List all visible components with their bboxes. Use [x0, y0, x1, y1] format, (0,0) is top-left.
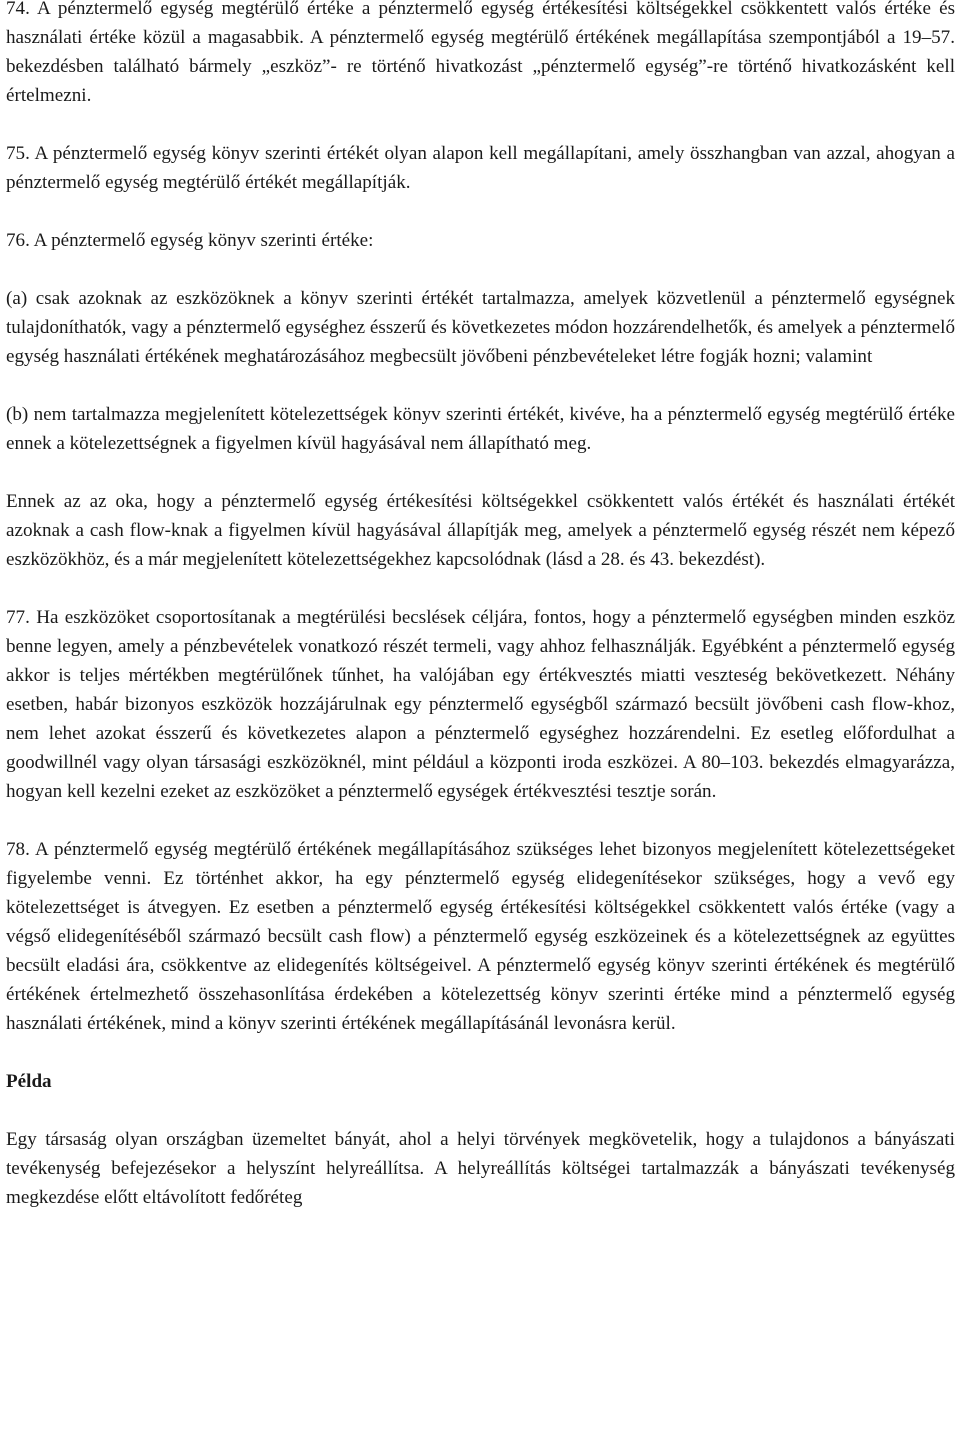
- paragraph-76-explanation: Ennek az az oka, hogy a pénztermelő egység értékesítési költségekkel csökkentett valós értékét és használati értékét azoknak a cash flow-knak a figyelmen kívül hagyásával állapítják meg, amelyek a pénztermelő egység részét nem képező eszközökhöz, és a már megjelenített kötelezettségekhez kapcsolódnak (lásd a 28. és 43. bekezdést).: [6, 491, 955, 570]
- paragraph-76-a: (a) csak azoknak az eszközöknek a könyv szerinti értékét tartalmazza, amelyek közvetlenül a pénztermelő egységnek tulajdoníthatók, vagy a pénztermelő egységhez ésszerű és következetes módon hozzárendelhetők, és amelyek a pénztermelő egység használati értékének meghatározásához megbecsült jövőbeni pénzbevételeket létre fogják hozni; valamint: [6, 288, 955, 367]
- paragraph-76-b: (b) nem tartalmazza megjelenített kötelezettségek könyv szerinti értékét, kivéve, ha a pénztermelő egység megtérülő értéke ennek a kötelezettségnek a figyelmen kívül hagyásával nem állapítható meg.: [6, 404, 955, 454]
- example-heading: Példa: [6, 1071, 52, 1092]
- paragraph-74: 74. A pénztermelő egység megtérülő értéke a pénztermelő egység értékesítési költségekkel csökkentett valós értéke és használati értéke közül a magasabbik. A pénztermelő egység megtérülő értékének megállapítása szempontjából a 19–57. bekezdésben található bármely „eszköz”- re történő hivatkozást „pénztermelő egység”-re történő hivatkozásként kell értelmezni.: [6, 0, 955, 106]
- paragraph-78: 78. A pénztermelő egység megtérülő értékének megállapításához szükséges lehet bizonyos megjelenített kötelezettségeket figyelembe venni. Ez történhet akkor, ha egy pénztermelő egység elidegenítésekor szükséges, hogy a vevő egy kötelezettséget is átvegyen. Ez esetben a pénztermelő egység értékesítési költségekkel csökkentett valós értéke (vagy a végső elidegenítéséből származó becsült cash flow) a pénztermelő egység eszközeinek és a kötelezettségnek az együttes becsült eladási ára, csökkentve az elidegenítés költségeivel. A pénztermelő egység könyv szerinti értékének és megtérülő értékének értelmezhető összehasonlítása érdekében a kötelezettség könyv szerinti értéke mind a pénztermelő egység használati értékének, mind a könyv szerinti értékének megállapításánál levonásra kerül.: [6, 839, 955, 1034]
- paragraph-76: 76. A pénztermelő egység könyv szerinti értéke:: [6, 230, 374, 251]
- paragraph-77: 77. Ha eszközöket csoportosítanak a megtérülési becslések céljára, fontos, hogy a pénztermelő egységben minden eszköz benne legyen, amely a pénzbevételek vonatkozó részét termeli, vagy ahhoz felhasználják. Egyébként a pénztermelő egység akkor is teljes mértékben megtérülőnek tűnhet, ha valójában egy értékvesztés miatti veszteség bekövetkezett. Néhány esetben, habár bizonyos eszközök hozzájárulnak egy pénztermelő egységből származó becsült jövőbeni cash flow-khoz, nem lehet azokat ésszerű és következetes alapon a pénztermelő egységhez hozzárendelni. Ez esetleg előfordulhat a goodwillnél vagy olyan társasági eszközöknél, mint például a központi iroda eszközei. A 80–103. bekezdés elmagyarázza, hogyan kell kezelni ezeket az eszközöket a pénztermelő egységek értékvesztési tesztje során.: [6, 607, 955, 802]
- example-paragraph: Egy társaság olyan országban üzemeltet bányát, ahol a helyi törvények megkövetelik, hogy a tulajdonos a bányászati tevékenység befejezésekor a helyszínt helyreállítsa. A helyreállítás költségei tartalmazzák a bányászati tevékenység megkezdése előtt eltávolított fedőréteg: [6, 1129, 955, 1208]
- paragraph-75: 75. A pénztermelő egység könyv szerinti értékét olyan alapon kell megállapítani, amely összhangban van azzal, ahogyan a pénztermelő egység megtérülő értékét megállapítják.: [6, 143, 955, 193]
